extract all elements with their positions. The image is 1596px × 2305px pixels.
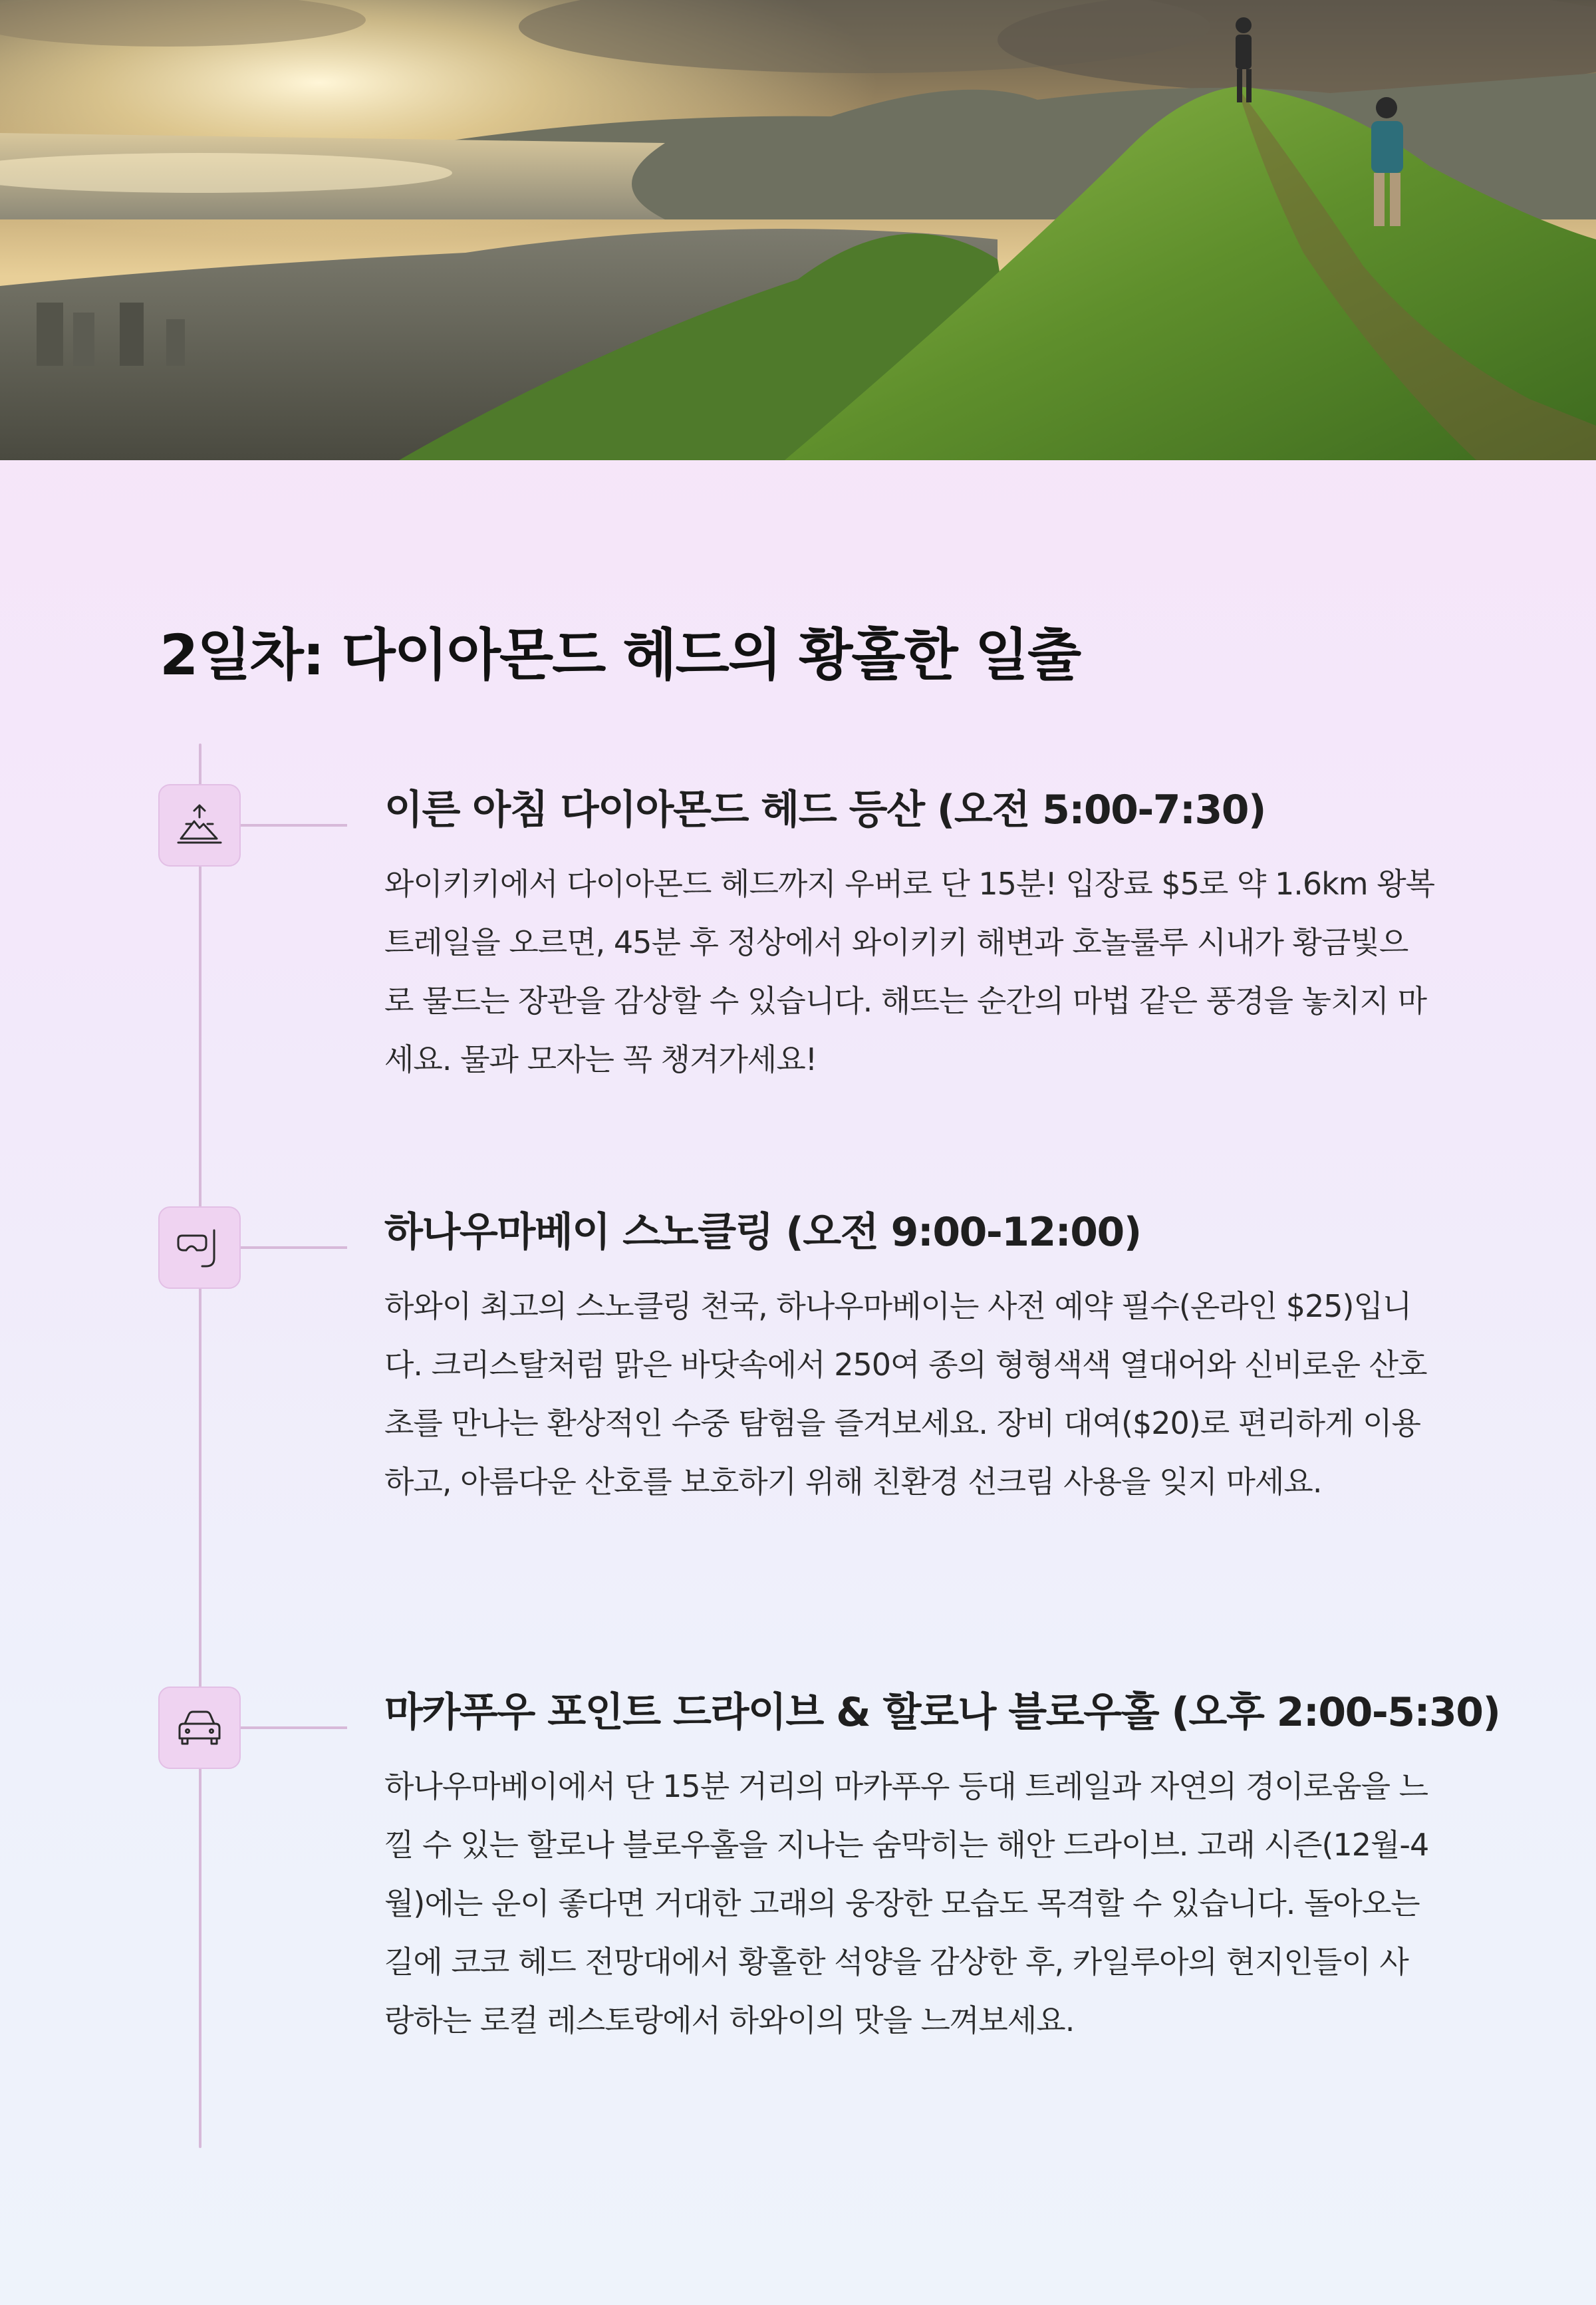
hero-image <box>0 0 1596 460</box>
timeline-connector <box>241 824 347 827</box>
sunrise-mountain-icon <box>158 784 241 867</box>
car-icon <box>158 1687 241 1769</box>
timeline-line <box>199 744 201 2148</box>
item-title: 이른 아침 다이아몬드 헤드 등산 (오전 5:00-7:30) <box>384 787 1265 833</box>
item-description: 와이키키에서 다이아몬드 헤드까지 우버로 단 15분! 입장료 $5로 약 1.6km 왕복 트레일을 오르면, 45분 후 정상에서 와이키키 해변과 호놀룰루 시내가 황금빛으로 물드는 장관을 감상할 수 있습니다. 해뜨는 순간의 마법 같은 풍경을 놓치지 마세요. 물과 모자는 꼭 챙겨가세요! <box>384 866 1435 1077</box>
page-title: 2일차: 다이아몬드 헤드의 황홀한 일출 <box>160 622 1081 688</box>
timeline-connector <box>241 1726 347 1729</box>
item-description: 하나우마베이에서 단 15분 거리의 마카푸우 등대 트레일과 자연의 경이로움을 느낄 수 있는 할로나 블로우홀을 지나는 숨막히는 해안 드라이브. 고래 시즌(12월-4월)에는 운이 좋다면 거대한 고래의 웅장한 모습도 목격할 수 있습니다. 돌아오는 길에 코코 헤드 전망대에서 황홀한 석양을 감상한 후, 카일루아의 현지인들이 사랑하는 로컬 레스토랑에서 하와이의 맛을 느껴보세요. <box>384 1768 1429 2038</box>
item-description: 하와이 최고의 스노클링 천국, 하나우마베이는 사전 예약 필수(온라인 $25)입니다. 크리스탈처럼 맑은 바닷속에서 250여 종의 형형색색 열대어와 신비로운 산호초를 만나는 환상적인 수중 탐험을 즐겨보세요. 장비 대여($20)로 편리하게 이용하고, 아름다운 산호를 보호하기 위해 친환경 선크림 사용을 잊지 마세요. <box>384 1288 1427 1500</box>
item-title: 하나우마베이 스노클링 (오전 9:00-12:00) <box>384 1209 1141 1256</box>
snorkel-mask-icon <box>158 1206 241 1289</box>
item-title: 마카푸우 포인트 드라이브 & 할로나 블로우홀 (오후 2:00-5:30) <box>384 1689 1500 1736</box>
timeline-connector <box>241 1246 347 1249</box>
